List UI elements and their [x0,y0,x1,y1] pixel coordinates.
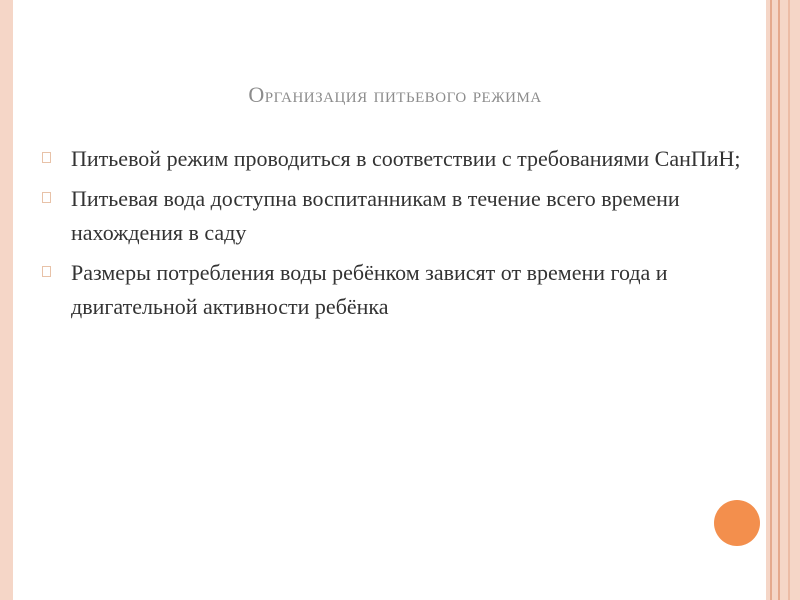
right-border-decoration [766,0,800,600]
bullet-text: Размеры потребления воды ребёнком зависят от времени года и двигательной активности ребёнка [71,260,668,319]
bullet-item [42,142,742,176]
orange-circle-decoration [714,500,760,546]
bullet-text: Питьевой режим проводиться в соответствии с требованиями СанПиН; [71,146,741,171]
bullet-item [42,182,742,250]
border-stripe [770,0,772,600]
bullet-list [42,142,742,330]
square-bullet-icon [42,192,51,203]
bullet-text: Питьевая вода доступна воспитанникам в течение всего времени нахождения в саду [71,186,680,245]
square-bullet-icon [42,266,51,277]
slide-title: Организация питьевого режима [248,82,542,107]
bullet-item [42,256,742,324]
left-border-decoration [0,0,13,600]
border-stripe [788,0,790,600]
border-stripe [778,0,780,600]
square-bullet-icon [42,152,51,163]
